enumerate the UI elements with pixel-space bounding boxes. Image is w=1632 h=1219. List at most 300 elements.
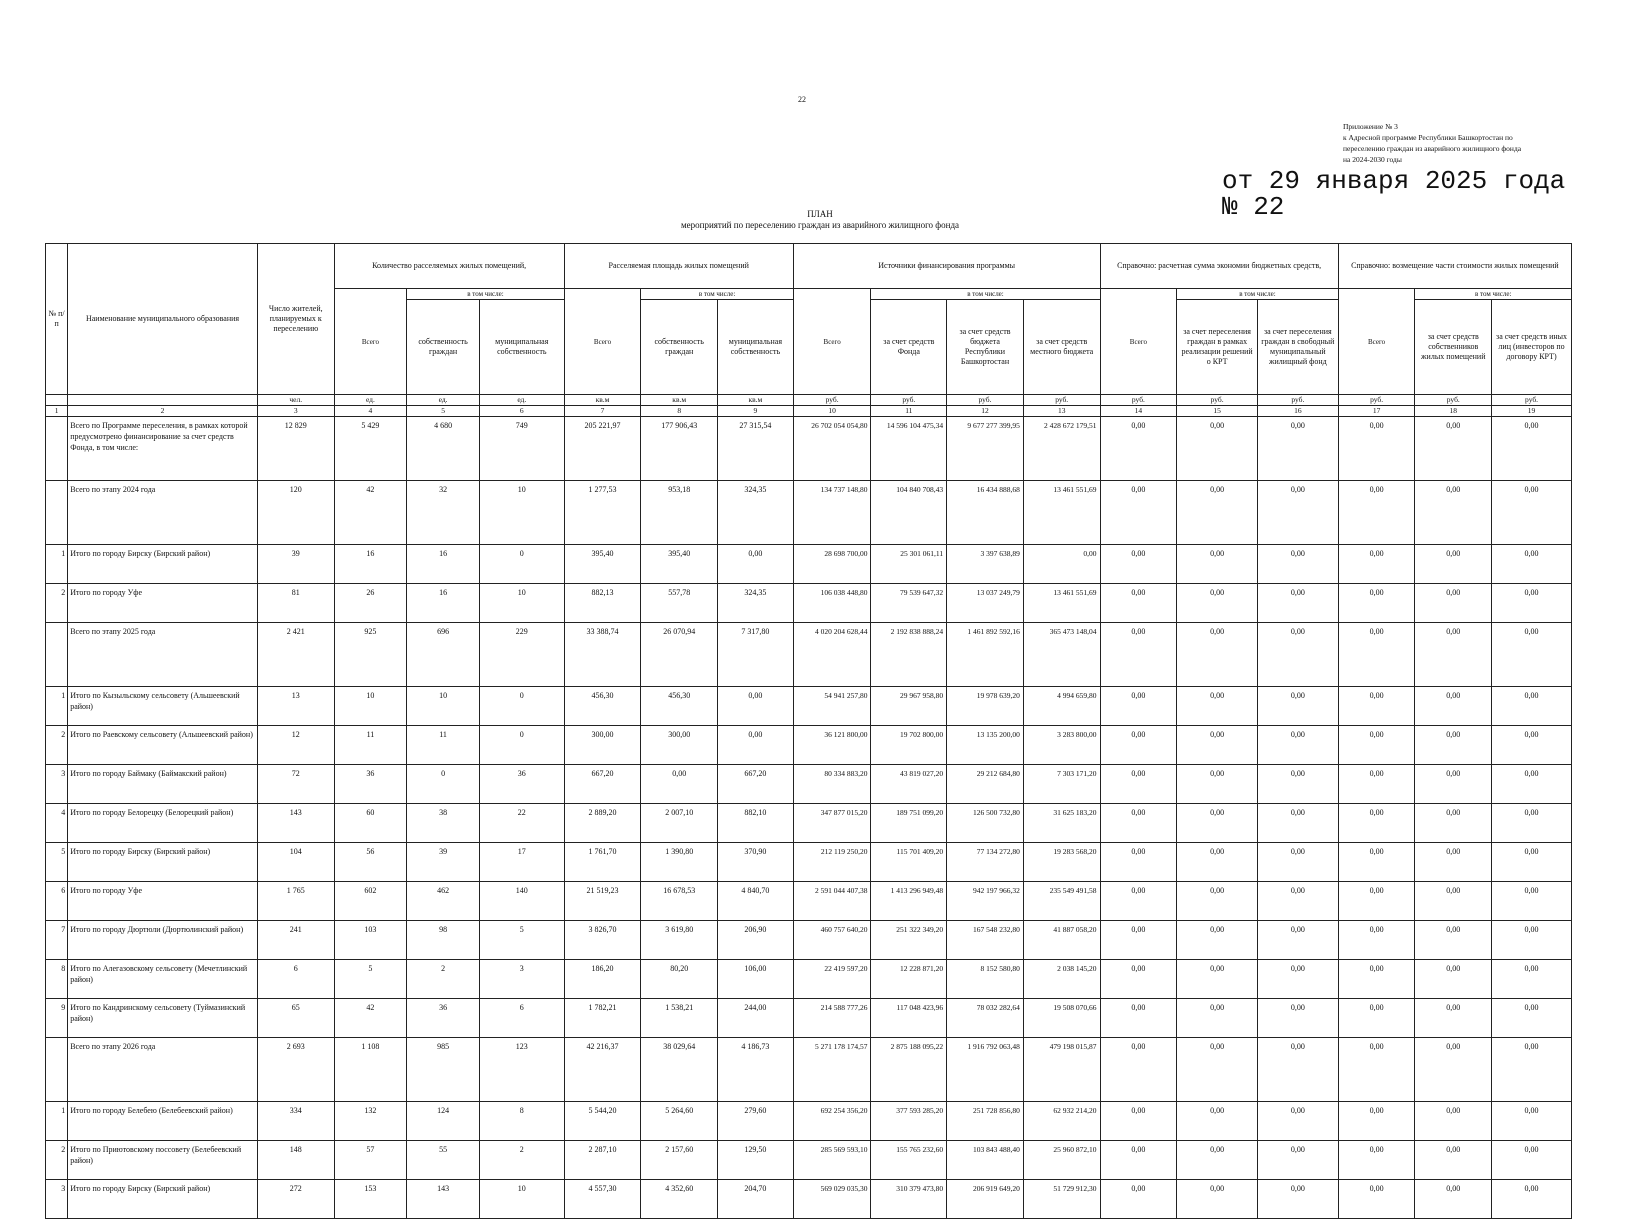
value-cell: 0,00	[718, 545, 794, 584]
value-cell: 0,00	[1492, 1180, 1572, 1219]
value-cell: 55	[407, 1141, 480, 1180]
value-cell: 106 038 448,80	[793, 584, 871, 623]
row-number: 5	[46, 843, 68, 882]
value-cell: 0,00	[1100, 623, 1177, 687]
municipality-name: Итого по Алегазовскому сельсовету (Мечетлинский район)	[68, 960, 258, 999]
header-num: № п/п	[46, 244, 68, 395]
appendix-line: на 2024-2030 годы	[1343, 155, 1402, 164]
header-residents: Число жителей, планируемых к переселению	[257, 244, 334, 395]
value-cell: 395,40	[564, 545, 641, 584]
value-cell: 4 994 659,80	[1023, 687, 1100, 726]
value-cell: 251 322 349,20	[871, 921, 947, 960]
value-cell: 0,00	[1338, 921, 1415, 960]
value-cell: 21 519,23	[564, 882, 641, 921]
row-number: 6	[46, 882, 68, 921]
value-cell: 0,00	[641, 765, 718, 804]
row-number: 2	[46, 726, 68, 765]
municipality-name: Итого по городу Бирску (Бирский район)	[68, 1180, 258, 1219]
value-cell: 189 751 099,20	[871, 804, 947, 843]
column-number: 11	[871, 406, 947, 417]
value-cell: 10	[479, 584, 564, 623]
value-cell: 205 221,97	[564, 417, 641, 481]
plan-table-body	[46, 417, 1572, 1219]
header-incl: в том числе:	[641, 289, 793, 300]
header-row-numbers	[46, 406, 1572, 417]
value-cell: 16	[407, 584, 480, 623]
value-cell: 0,00	[1257, 804, 1338, 843]
value-cell: 0,00	[1100, 999, 1177, 1038]
value-cell: 25 960 872,10	[1023, 1141, 1100, 1180]
appendix-line: переселению граждан из аварийного жилищного фонда	[1343, 144, 1522, 153]
value-cell: 0,00	[1415, 481, 1492, 545]
value-cell: 39	[407, 843, 480, 882]
value-cell: 13 135 200,00	[947, 726, 1024, 765]
value-cell: 104 840 708,43	[871, 481, 947, 545]
value-cell: 0,00	[1177, 623, 1258, 687]
value-cell: 0,00	[1257, 921, 1338, 960]
unit-cell: чел.	[257, 395, 334, 406]
stamp-number: № 22	[1222, 192, 1285, 222]
value-cell: 4 557,30	[564, 1180, 641, 1219]
value-cell: 9 677 277 399,95	[947, 417, 1024, 481]
value-cell: 51 729 912,30	[1023, 1180, 1100, 1219]
value-cell: 0,00	[1338, 1141, 1415, 1180]
value-cell: 19 978 639,20	[947, 687, 1024, 726]
value-cell: 13 037 249,79	[947, 584, 1024, 623]
table-row	[46, 804, 1572, 843]
value-cell: 0,00	[1177, 765, 1258, 804]
value-cell: 0,00	[1338, 1180, 1415, 1219]
value-cell: 38 029,64	[641, 1038, 718, 1102]
value-cell: 42	[334, 999, 407, 1038]
value-cell: 0,00	[1257, 960, 1338, 999]
value-cell: 38	[407, 804, 480, 843]
row-number: 2	[46, 1141, 68, 1180]
value-cell: 4 020 204 628,44	[793, 623, 871, 687]
value-cell: 0,00	[1177, 687, 1258, 726]
value-cell: 0,00	[1415, 726, 1492, 765]
value-cell: 667,20	[564, 765, 641, 804]
value-cell: 0,00	[1177, 804, 1258, 843]
value-cell: 0,00	[1257, 545, 1338, 584]
value-cell: 36	[479, 765, 564, 804]
value-cell: 0,00	[1257, 1102, 1338, 1141]
value-cell: 0,00	[1257, 417, 1338, 481]
unit-cell: руб.	[1338, 395, 1415, 406]
value-cell: 16	[334, 545, 407, 584]
value-cell: 17	[479, 843, 564, 882]
value-cell: 148	[257, 1141, 334, 1180]
value-cell: 5	[334, 960, 407, 999]
table-row	[46, 882, 1572, 921]
value-cell: 31 625 183,20	[1023, 804, 1100, 843]
value-cell: 334	[257, 1102, 334, 1141]
value-cell: 0,00	[1415, 765, 1492, 804]
value-cell: 395,40	[641, 545, 718, 584]
value-cell: 0,00	[1177, 1038, 1258, 1102]
value-cell: 0,00	[1492, 1038, 1572, 1102]
value-cell: 6	[479, 999, 564, 1038]
value-cell: 1 277,53	[564, 481, 641, 545]
value-cell: 0,00	[1492, 623, 1572, 687]
value-cell: 11	[407, 726, 480, 765]
plan-title-main: ПЛАН	[807, 209, 833, 219]
value-cell: 12 228 871,20	[871, 960, 947, 999]
unit-cell: ед.	[479, 395, 564, 406]
value-cell: 0,00	[718, 687, 794, 726]
table-row	[46, 417, 1572, 481]
plan-table	[45, 243, 1572, 1219]
value-cell: 0,00	[1338, 765, 1415, 804]
header-name: Наименование муниципального образования	[68, 244, 258, 395]
value-cell: 120	[257, 481, 334, 545]
value-cell: 2	[407, 960, 480, 999]
value-cell: 0,00	[1492, 1141, 1572, 1180]
value-cell: 0,00	[1492, 960, 1572, 999]
header-incl: в том числе:	[1177, 289, 1339, 300]
value-cell: 41 887 058,20	[1023, 921, 1100, 960]
value-cell: 27 315,54	[718, 417, 794, 481]
value-cell: 692 254 356,20	[793, 1102, 871, 1141]
value-cell: 124	[407, 1102, 480, 1141]
value-cell: 0,00	[1415, 999, 1492, 1038]
value-cell: 279,60	[718, 1102, 794, 1141]
header-rooms-citizens: собственность граждан	[407, 300, 480, 395]
value-cell: 0,00	[1338, 1038, 1415, 1102]
value-cell: 370,90	[718, 843, 794, 882]
value-cell: 0,00	[1100, 545, 1177, 584]
value-cell: 0,00	[1338, 584, 1415, 623]
value-cell: 155 765 232,60	[871, 1141, 947, 1180]
value-cell: 10	[334, 687, 407, 726]
value-cell: 0	[407, 765, 480, 804]
value-cell: 0,00	[1023, 545, 1100, 584]
value-cell: 0,00	[1100, 417, 1177, 481]
value-cell: 4 352,60	[641, 1180, 718, 1219]
value-cell: 0,00	[1177, 999, 1258, 1038]
value-cell: 456,30	[564, 687, 641, 726]
header-row-units	[46, 395, 1572, 406]
municipality-name: Итого по городу Баймаку (Баймакский район)	[68, 765, 258, 804]
column-number: 17	[1338, 406, 1415, 417]
unit-cell	[46, 395, 68, 406]
value-cell: 365 473 148,04	[1023, 623, 1100, 687]
value-cell: 3	[479, 960, 564, 999]
column-number: 5	[407, 406, 480, 417]
value-cell: 0,00	[1492, 843, 1572, 882]
value-cell: 12 829	[257, 417, 334, 481]
value-cell: 251 728 856,80	[947, 1102, 1024, 1141]
value-cell: 4 840,70	[718, 882, 794, 921]
table-row	[46, 765, 1572, 804]
value-cell: 1 761,70	[564, 843, 641, 882]
value-cell: 244,00	[718, 999, 794, 1038]
unit-cell: руб.	[1177, 395, 1258, 406]
column-number: 10	[793, 406, 871, 417]
header-rooms-total: Всего	[334, 289, 407, 395]
value-cell: 0,00	[1338, 545, 1415, 584]
value-cell: 78 032 282,64	[947, 999, 1024, 1038]
header-krt: за счет переселения граждан в рамках реализации решений о КРТ	[1177, 300, 1258, 395]
value-cell: 0,00	[1492, 999, 1572, 1038]
value-cell: 132	[334, 1102, 407, 1141]
value-cell: 1 108	[334, 1038, 407, 1102]
table-row	[46, 1141, 1572, 1180]
value-cell: 57	[334, 1141, 407, 1180]
value-cell: 3 397 638,89	[947, 545, 1024, 584]
value-cell: 123	[479, 1038, 564, 1102]
unit-cell: кв.м	[564, 395, 641, 406]
value-cell: 0,00	[1338, 417, 1415, 481]
page-number: 22	[798, 95, 806, 104]
municipality-name: Итого по городу Белорецку (Белорецкий район)	[68, 804, 258, 843]
value-cell: 0,00	[1415, 1038, 1492, 1102]
value-cell: 0,00	[1257, 882, 1338, 921]
value-cell: 0,00	[1100, 584, 1177, 623]
value-cell: 80,20	[641, 960, 718, 999]
appendix-line: к Адресной программе Республики Башкортостан по	[1343, 133, 1513, 142]
value-cell: 300,00	[641, 726, 718, 765]
value-cell: 2 693	[257, 1038, 334, 1102]
value-cell: 324,35	[718, 584, 794, 623]
value-cell: 942 197 966,32	[947, 882, 1024, 921]
value-cell: 0,00	[1257, 623, 1338, 687]
unit-cell: руб.	[1100, 395, 1177, 406]
value-cell: 0,00	[1257, 1141, 1338, 1180]
municipality-name: Итого по городу Белебею (Белебеевский район)	[68, 1102, 258, 1141]
value-cell: 925	[334, 623, 407, 687]
value-cell: 0,00	[1338, 999, 1415, 1038]
value-cell: 115 701 409,20	[871, 843, 947, 882]
value-cell: 0,00	[1338, 882, 1415, 921]
header-area-citizens: собственность граждан	[641, 300, 718, 395]
unit-cell: руб.	[1023, 395, 1100, 406]
value-cell: 0,00	[1338, 804, 1415, 843]
value-cell: 0,00	[1177, 481, 1258, 545]
municipality-name: Итого по Приютовскому поссовету (Белебеевский район)	[68, 1141, 258, 1180]
header-free-fund: за счет переселения граждан в свободный муниципальный жилищный фонд	[1257, 300, 1338, 395]
value-cell: 1 461 892 592,16	[947, 623, 1024, 687]
value-cell: 0,00	[1415, 960, 1492, 999]
value-cell: 4 680	[407, 417, 480, 481]
column-number: 14	[1100, 406, 1177, 417]
value-cell: 12	[257, 726, 334, 765]
value-cell: 7 303 171,20	[1023, 765, 1100, 804]
value-cell: 0,00	[1177, 417, 1258, 481]
value-cell: 0,00	[1100, 765, 1177, 804]
column-number: 12	[947, 406, 1024, 417]
value-cell: 62 932 214,20	[1023, 1102, 1100, 1141]
header-investors: за счет средств иных лиц (инвесторов по договору КРТ)	[1492, 300, 1572, 395]
header-group-compensation: Справочно: возмещение части стоимости жилых помещений	[1338, 244, 1571, 289]
municipality-name: Всего по Программе переселения, в рамках которой предусмотрено финансирование за счет средств Фонда, в том числе:	[68, 417, 258, 481]
value-cell: 0,00	[1492, 687, 1572, 726]
value-cell: 72	[257, 765, 334, 804]
value-cell: 16	[407, 545, 480, 584]
unit-cell: кв.м	[641, 395, 718, 406]
value-cell: 696	[407, 623, 480, 687]
value-cell: 2 428 672 179,51	[1023, 417, 1100, 481]
value-cell: 1 390,80	[641, 843, 718, 882]
value-cell: 0,00	[1338, 481, 1415, 545]
unit-cell: руб.	[793, 395, 871, 406]
value-cell: 81	[257, 584, 334, 623]
stamp-date: от 29 января 2025 года	[1222, 166, 1566, 196]
value-cell: 2 157,60	[641, 1141, 718, 1180]
value-cell: 0,00	[1100, 726, 1177, 765]
value-cell: 0,00	[1415, 417, 1492, 481]
value-cell: 5 271 178 174,57	[793, 1038, 871, 1102]
value-cell: 186,20	[564, 960, 641, 999]
value-cell: 479 198 015,87	[1023, 1038, 1100, 1102]
header-incl: в том числе:	[1415, 289, 1572, 300]
value-cell: 602	[334, 882, 407, 921]
column-number: 7	[564, 406, 641, 417]
value-cell: 1 782,21	[564, 999, 641, 1038]
header-group-area: Расселяемая площадь жилых помещений	[564, 244, 793, 289]
value-cell: 557,78	[641, 584, 718, 623]
row-number	[46, 481, 68, 545]
header-incl: в том числе:	[407, 289, 564, 300]
unit-cell: руб.	[1415, 395, 1492, 406]
header-group-rooms: Количество расселяемых жилых помещений,	[334, 244, 564, 289]
value-cell: 8	[479, 1102, 564, 1141]
value-cell: 0,00	[1338, 1102, 1415, 1141]
value-cell: 0,00	[1338, 623, 1415, 687]
value-cell: 5 429	[334, 417, 407, 481]
header-local-budget: за счет средств местного бюджета	[1023, 300, 1100, 395]
value-cell: 749	[479, 417, 564, 481]
unit-cell: руб.	[1492, 395, 1572, 406]
value-cell: 77 134 272,80	[947, 843, 1024, 882]
value-cell: 3 619,80	[641, 921, 718, 960]
column-number: 15	[1177, 406, 1258, 417]
municipality-name: Итого по Кызыльскому сельсовету (Альшеевский район)	[68, 687, 258, 726]
value-cell: 0,00	[1492, 481, 1572, 545]
value-cell: 0,00	[1492, 1102, 1572, 1141]
value-cell: 26 702 054 054,80	[793, 417, 871, 481]
value-cell: 0,00	[1100, 960, 1177, 999]
value-cell: 2 421	[257, 623, 334, 687]
column-number: 6	[479, 406, 564, 417]
value-cell: 0,00	[1177, 843, 1258, 882]
value-cell: 462	[407, 882, 480, 921]
value-cell: 0,00	[1338, 687, 1415, 726]
value-cell: 134 737 148,80	[793, 481, 871, 545]
value-cell: 0,00	[1415, 804, 1492, 843]
value-cell: 7 317,80	[718, 623, 794, 687]
value-cell: 569 029 035,30	[793, 1180, 871, 1219]
value-cell: 0,00	[1415, 687, 1492, 726]
row-number: 3	[46, 765, 68, 804]
value-cell: 0,00	[1177, 960, 1258, 999]
value-cell: 0,00	[1415, 584, 1492, 623]
value-cell: 0,00	[1177, 726, 1258, 765]
table-row	[46, 687, 1572, 726]
value-cell: 32	[407, 481, 480, 545]
value-cell: 16 434 888,68	[947, 481, 1024, 545]
value-cell: 0,00	[1492, 882, 1572, 921]
value-cell: 235 549 491,58	[1023, 882, 1100, 921]
municipality-name: Итого по городу Дюртюли (Дюртюлинский район)	[68, 921, 258, 960]
municipality-name: Итого по городу Бирску (Бирский район)	[68, 545, 258, 584]
value-cell: 65	[257, 999, 334, 1038]
value-cell: 177 906,43	[641, 417, 718, 481]
value-cell: 0,00	[1257, 843, 1338, 882]
value-cell: 1 538,21	[641, 999, 718, 1038]
table-row	[46, 726, 1572, 765]
municipality-name: Итого по городу Уфе	[68, 584, 258, 623]
value-cell: 98	[407, 921, 480, 960]
column-number: 13	[1023, 406, 1100, 417]
row-number: 9	[46, 999, 68, 1038]
table-row	[46, 545, 1572, 584]
table-row	[46, 1102, 1572, 1141]
value-cell: 2 007,10	[641, 804, 718, 843]
value-cell: 0,00	[1100, 804, 1177, 843]
value-cell: 0,00	[1100, 1141, 1177, 1180]
value-cell: 1 916 792 063,48	[947, 1038, 1024, 1102]
value-cell: 0,00	[1492, 417, 1572, 481]
value-cell: 0,00	[1415, 843, 1492, 882]
value-cell: 10	[407, 687, 480, 726]
value-cell: 19 508 070,66	[1023, 999, 1100, 1038]
value-cell: 103 843 488,40	[947, 1141, 1024, 1180]
value-cell: 22	[479, 804, 564, 843]
value-cell: 0,00	[1257, 1180, 1338, 1219]
municipality-name: Всего по этапу 2026 года	[68, 1038, 258, 1102]
table-row	[46, 999, 1572, 1038]
value-cell: 2 192 838 888,24	[871, 623, 947, 687]
column-number: 8	[641, 406, 718, 417]
header-group-finance: Источники финансирования программы	[793, 244, 1100, 289]
column-number: 9	[718, 406, 794, 417]
value-cell: 36	[334, 765, 407, 804]
unit-cell: ед.	[407, 395, 480, 406]
value-cell: 126 500 732,80	[947, 804, 1024, 843]
value-cell: 272	[257, 1180, 334, 1219]
value-cell: 1 413 296 949,48	[871, 882, 947, 921]
value-cell: 0,00	[1415, 882, 1492, 921]
value-cell: 0,00	[1415, 1141, 1492, 1180]
value-cell: 5	[479, 921, 564, 960]
value-cell: 667,20	[718, 765, 794, 804]
row-number: 8	[46, 960, 68, 999]
appendix-note	[1343, 121, 1573, 165]
value-cell: 2 889,20	[564, 804, 641, 843]
header-savings-total: Всего	[1100, 289, 1177, 395]
value-cell: 229	[479, 623, 564, 687]
unit-cell: руб.	[871, 395, 947, 406]
value-cell: 8 152 580,80	[947, 960, 1024, 999]
header-owners: за счет средств собственников жилых помещений	[1415, 300, 1492, 395]
value-cell: 1 765	[257, 882, 334, 921]
value-cell: 13 461 551,69	[1023, 481, 1100, 545]
plan-table-container	[45, 243, 1572, 1193]
value-cell: 103	[334, 921, 407, 960]
value-cell: 29 212 684,80	[947, 765, 1024, 804]
value-cell: 0,00	[1415, 545, 1492, 584]
value-cell: 0,00	[1257, 999, 1338, 1038]
value-cell: 143	[407, 1180, 480, 1219]
column-number: 3	[257, 406, 334, 417]
date-stamp	[1222, 168, 1565, 220]
value-cell: 0,00	[1100, 1180, 1177, 1219]
row-number	[46, 623, 68, 687]
value-cell: 0	[479, 726, 564, 765]
municipality-name: Всего по этапу 2025 года	[68, 623, 258, 687]
value-cell: 0,00	[1338, 843, 1415, 882]
